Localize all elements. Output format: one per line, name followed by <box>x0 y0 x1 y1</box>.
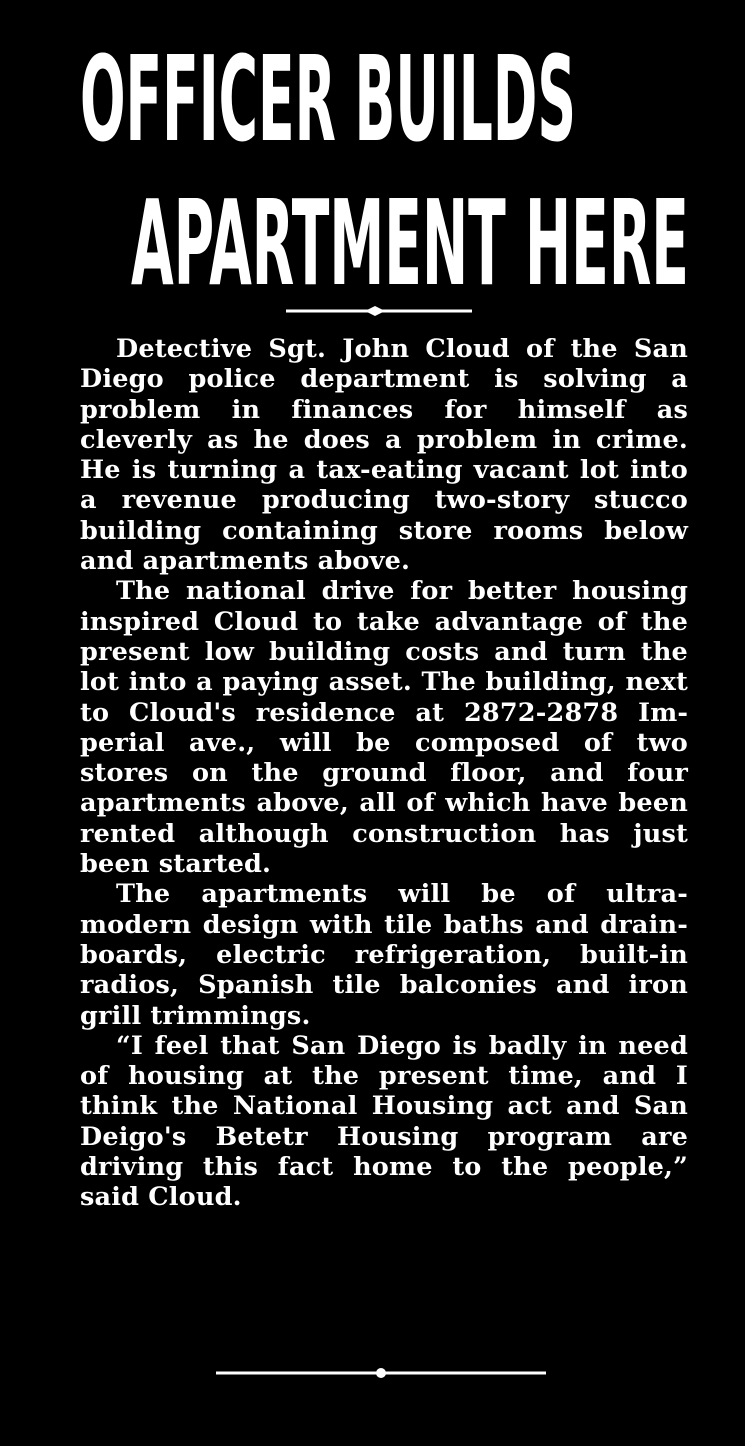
headline-line-2: APARTMENT HERE <box>131 174 689 300</box>
top-divider-rule <box>0 304 745 318</box>
bottom-divider-rule <box>0 1366 745 1380</box>
headline-line-1: OFFICER BUILDS <box>80 30 576 168</box>
article-paragraph-2: The national drive for better housing inspired Cloud to take advantage of the present low building costs and turn the lot into a paying asset. The building, next to Cloud's residence at 2872-2878 Imperial ave., will be composed of two stores on the ground floor, and four apartments above, all of which have been rented although construction has just been started. <box>80 576 688 880</box>
article-paragraph-3: The apartments will be of ultra-modern design with tile baths and drain-boards, electric refrigeration, built-in radios, Spanish tile balconies and iron grill trimmings. <box>80 879 688 1031</box>
headline <box>0 0 745 300</box>
article-paragraph-4: “I feel that San Diego is badly in need of housing at the present time, and I think the National Housing act and San Deigo's Betetr Housing program are driving this fact home to the people,” said Cloud. <box>80 1030 688 1213</box>
article-body <box>80 334 688 1213</box>
article-paragraph-1: Detective Sgt. John Cloud of the San Diego police department is solving a problem in finances for himself as cleverly as he does a problem in crime. He is turning a tax-eating vacant lot into a revenue producing two-story stucco building containing store rooms below and apartments above. <box>80 334 688 577</box>
